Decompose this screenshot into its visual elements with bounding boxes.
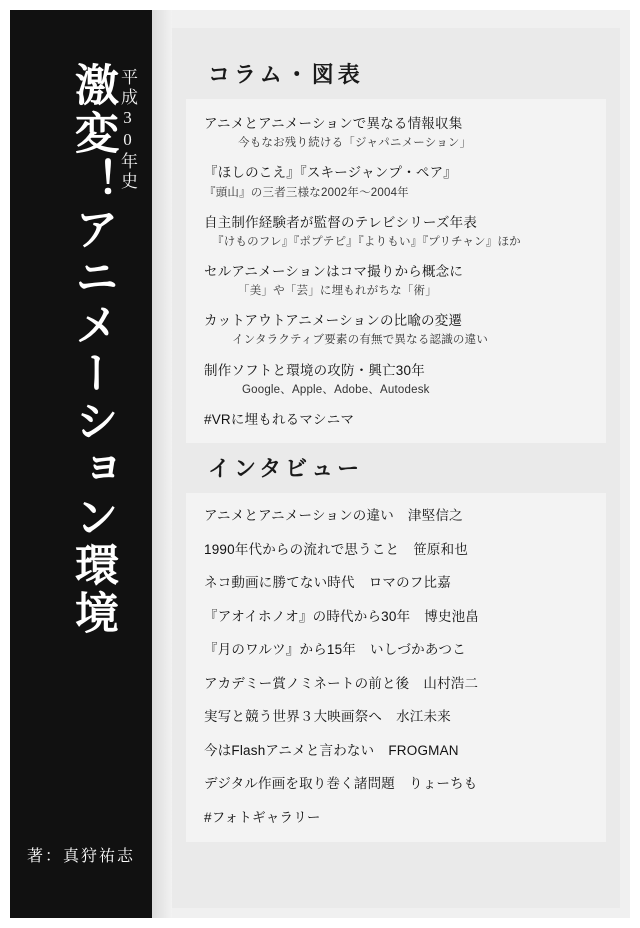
entry-subtitle: 今もなお残り続ける「ジャパニメーション」 <box>238 137 472 150</box>
list-item <box>204 263 588 299</box>
cover-author: 著：真狩祐志 <box>26 848 135 865</box>
interview-title: 『アオイホノオ』の時代から30年 <box>204 608 411 624</box>
list-item <box>204 362 588 398</box>
interview-name: 博史池畠 <box>424 608 480 624</box>
interview-title: 今はFlashアニメと言わない <box>204 742 375 758</box>
list-item <box>204 608 588 626</box>
list-item <box>204 675 588 693</box>
entry-title: セルアニメーションはコマ撮りから概念に <box>204 263 464 279</box>
list-item <box>204 164 588 200</box>
column-section-heading: コラム・図表 <box>208 62 364 87</box>
entry-title: 制作ソフトと環境の攻防・興亡30年 <box>204 362 425 378</box>
interview-name: 山村浩二 <box>423 675 479 691</box>
interview-name: 水江未来 <box>396 709 451 725</box>
entry-title: #VRに埋もれるマシニマ <box>204 411 355 427</box>
interview-list <box>186 493 606 842</box>
interview-name: 津堅信之 <box>407 508 463 523</box>
interview-title: 1990年代からの流れで思うこと <box>204 541 400 557</box>
list-item <box>204 574 588 592</box>
interview-title: #フォトギャラリー <box>204 809 321 825</box>
entry-subtitle: 『頭山』の三者三様な2002年〜2004年 <box>204 186 409 199</box>
list-item <box>204 809 588 827</box>
cover-title: 激変！アニメーション環境 <box>68 62 117 638</box>
entry-subtitle: 「美」や「芸」に埋もれがちな「術」 <box>238 285 437 298</box>
entry-title: アニメとアニメーションで異なる情報収集 <box>204 116 463 131</box>
entry-title: 『ほしのこえ』『スキージャンプ・ペア』 <box>204 165 458 181</box>
interview-title: アカデミー賞ノミネートの前と後 <box>204 675 410 691</box>
list-item <box>204 411 588 429</box>
entry-title: カットアウトアニメーションの比喩の変遷 <box>204 313 463 329</box>
list-item <box>204 742 588 760</box>
list-item <box>204 312 588 348</box>
interview-section-heading: インタビュー <box>208 456 364 481</box>
interview-name: りょーちも <box>409 776 478 792</box>
interview-title: アニメとアニメーションの違い <box>204 508 394 523</box>
interview-name: FROGMAN <box>388 742 459 758</box>
interview-title: 実写と競う世界３大映画祭へ <box>204 709 383 725</box>
list-item <box>204 708 588 726</box>
entry-subtitle: 『けものフレ』『ポプテピ』『よりもい』『プリチャン』ほか <box>212 235 521 248</box>
list-item <box>204 507 588 525</box>
list-item <box>204 775 588 793</box>
list-item <box>204 214 588 250</box>
interview-section <box>186 452 606 842</box>
list-item <box>204 641 588 659</box>
entry-subtitle: Google、Apple、Adobe、Autodesk <box>242 383 430 396</box>
entry-subtitle: インタラクティブ要素の有無で異なる認識の違い <box>232 334 489 347</box>
list-item <box>204 115 588 151</box>
spine-shadow <box>150 10 172 918</box>
entry-title: 自主制作経験者が監督のテレビシリーズ年表 <box>204 214 478 230</box>
column-section <box>186 58 606 443</box>
interview-title: 『月のワルツ』から15年 <box>204 642 357 658</box>
list-item <box>204 541 588 559</box>
interview-title: デジタル作画を取り巻く諸問題 <box>204 776 395 792</box>
interview-name: 笹原和也 <box>413 541 469 557</box>
column-entry-list <box>186 99 606 443</box>
interview-name: いしづかあつこ <box>370 642 466 658</box>
cover-era-text: 平成30年史 <box>118 68 137 192</box>
interview-title: ネコ動画に勝てない時代 <box>204 575 355 591</box>
cover-strip <box>10 10 152 918</box>
interview-name: ロマのフ比嘉 <box>368 575 451 591</box>
